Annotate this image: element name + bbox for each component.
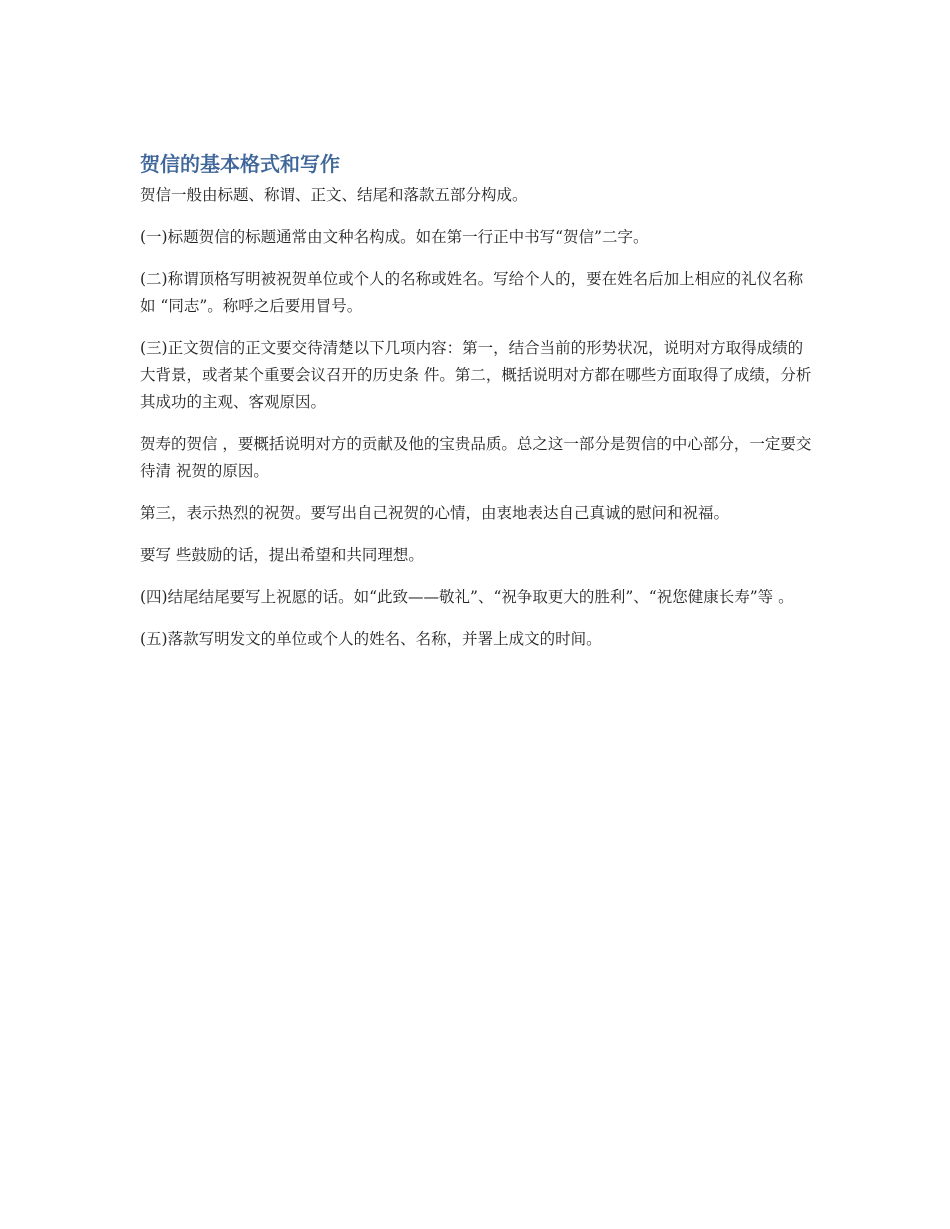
- document-body: [140, 150, 815, 668]
- paragraph-body-section: (三)正文贺信的正文要交待清楚以下几项内容：第一，结合当前的形势状况，说明对方取得成绩的大背景，或者某个重要会议召开的历史条 件。第二，概括说明对方都在哪些方面取得了成绩，分析其成功的主观、客观原因。: [140, 339, 812, 411]
- paragraph-birthday-letter: 贺寿的贺信 ，要概括说明对方的贡献及他的宝贵品质。总之这一部分是贺信的中心部分，一定要交待清 祝贺的原因。: [140, 435, 812, 480]
- paragraph-signature-section: (五)落款写明发文的单位或个人的姓名、名称，并署上成文的时间。: [140, 630, 602, 648]
- paragraph-intro: 贺信一般由标题、称谓、正文、结尾和落款五部分构成。: [140, 186, 528, 204]
- document-title: 贺信的基本格式和写作: [140, 152, 340, 176]
- paragraph-salutation-section: (二)称谓顶格写明被祝贺单位或个人的名称或姓名。写给个人的，要在姓名后加上相应的礼仪名称如 “同志”。称呼之后要用冒号。: [140, 270, 804, 315]
- paragraph-encouragement: 要写 些鼓励的话，提出希望和共同理想。: [140, 546, 424, 564]
- paragraph-title-section: (一)标题贺信的标题通常由文种名构成。如在第一行正中书写“贺信”二字。: [140, 228, 649, 246]
- paragraph-closing-section: (四)结尾结尾要写上祝愿的话。如“此致——敬礼”、“祝争取更大的胜利”、“祝您健康长寿”等 。: [140, 588, 794, 606]
- paragraph-third-point: 第三，表示热烈的祝贺。要写出自己祝贺的心情，由衷地表达自己真诚的慰问和祝福。: [140, 504, 730, 522]
